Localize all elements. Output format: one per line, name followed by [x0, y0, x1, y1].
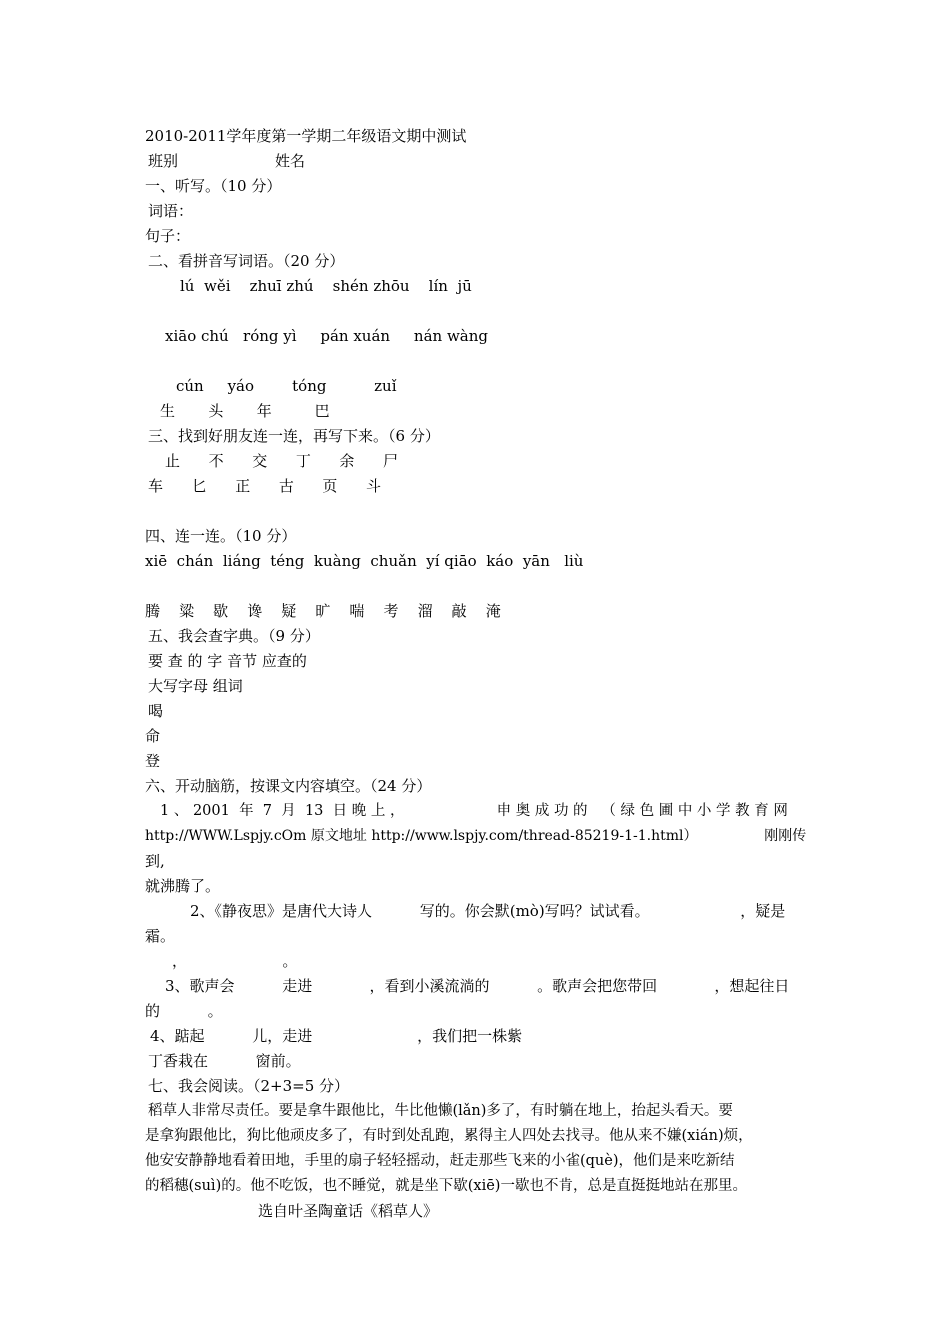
question-4-line-2: 丁香栽在 窗前。: [148, 1052, 301, 1070]
question-3-line-2: 的 。: [145, 1002, 223, 1020]
section-4-chars: 腾 粱 歇 谗 疑 旷 喘 考 溜 敲 淹: [145, 602, 501, 620]
reading-passage-line-2: 是拿狗跟他比，狗比他顽皮多了，有时到处乱跑，累得主人四处去找寻。他从来不嫌(xián)烦，: [145, 1128, 753, 1144]
reading-passage-line-4: 的稻穗(suì)的。他不吃饭，也不睡觉，就是坐下歇(xiē)一歇也不肯，总是直挺挺地站在那里。: [145, 1178, 747, 1194]
pinyin-row-3-chars: 生 头 年 巴: [160, 402, 330, 420]
question-1-line-1: 1 、 2001 年 7 月 13 日 晚 上 ， 申 奥 成 功 的 （ 绿 色 圃 中 小 学 教 育 网: [160, 803, 788, 819]
pinyin-row-2: xiāo chú róng yì pán xuán nán wàng: [165, 327, 488, 345]
question-1-line-2: http://WWW.Lspjy.cOm 原文地址 http://www.lspjy.com/thread-85219-1-1.html） 刚刚传: [145, 828, 807, 844]
name-label: 姓名: [275, 152, 306, 170]
section-5-title: 五、我会查字典。（9 分）: [148, 627, 320, 645]
question-1-line-3: 到,: [145, 852, 165, 870]
question-2-line-1: 2、《静夜思》是唐代大诗人 写的。你会默(mò)写吗？试试看。 ，疑是: [190, 902, 786, 920]
match-row-1: 止 不 交 丁 余 尸: [165, 452, 399, 470]
dictionary-char: 喝: [148, 702, 164, 720]
question-3-line-1: 3、歌声会 走进 ，看到小溪流淌的 。歌声会把您带回 ，想起往日: [165, 977, 790, 995]
class-label: 班别: [148, 152, 179, 170]
dictionary-char: 登: [145, 752, 161, 770]
reading-passage-line-1: 稻草人非常尽责任。要是拿牛跟他比，牛比他懒(lǎn)多了，有时躺在地上，抬起头看天。要: [148, 1103, 733, 1119]
match-row-2: 车 匕 正 古 页 斗: [148, 477, 382, 495]
pinyin-row-3: cún yáo tóng zuǐ: [176, 377, 397, 395]
question-2-line-3: ， 。: [172, 952, 298, 970]
section-7-title: 七、我会阅读。（2+3=5 分）: [148, 1077, 350, 1095]
section-3-title: 三、找到好朋友连一连，再写下来。（6 分）: [148, 427, 440, 445]
exam-title: 2010-2011学年度第一学期二年级语文期中测试: [145, 127, 467, 145]
question-4-line-1: 4、踮起 儿，走进 ，我们把一株紫: [150, 1027, 523, 1045]
dictionary-char: 命: [145, 727, 161, 745]
reading-source: 选自叶圣陶童话《稻草人》: [258, 1202, 439, 1220]
section-6-title: 六、开动脑筋，按课文内容填空。（24 分）: [145, 777, 432, 795]
pinyin-row-1: lú wěi zhuī zhú shén zhōu lín jū: [180, 277, 472, 295]
section-1-sentences-label: 句子：: [145, 227, 191, 245]
dictionary-table-header-1: 要 查 的 字 音节 应查的: [148, 652, 307, 670]
section-4-title: 四、连一连。（10 分）: [145, 527, 297, 545]
question-1-line-4: 就沸腾了。: [145, 877, 221, 895]
section-4-pinyin: xiē chán liáng téng kuàng chuǎn yí qiāo káo yān liù: [145, 552, 584, 570]
question-2-line-2: 霜。: [145, 927, 176, 945]
section-1-title: 一、听写。（10 分）: [145, 177, 282, 195]
section-2-title: 二、看拼音写词语。（20 分）: [148, 252, 345, 270]
reading-passage-line-3: 他安安静静地看着田地，手里的扇子轻轻摇动，赶走那些飞来的小雀(què)，他们是来吃新结: [145, 1153, 735, 1169]
section-1-words-label: 词语：: [148, 202, 194, 220]
dictionary-table-header-2: 大写字母 组词: [148, 677, 243, 695]
